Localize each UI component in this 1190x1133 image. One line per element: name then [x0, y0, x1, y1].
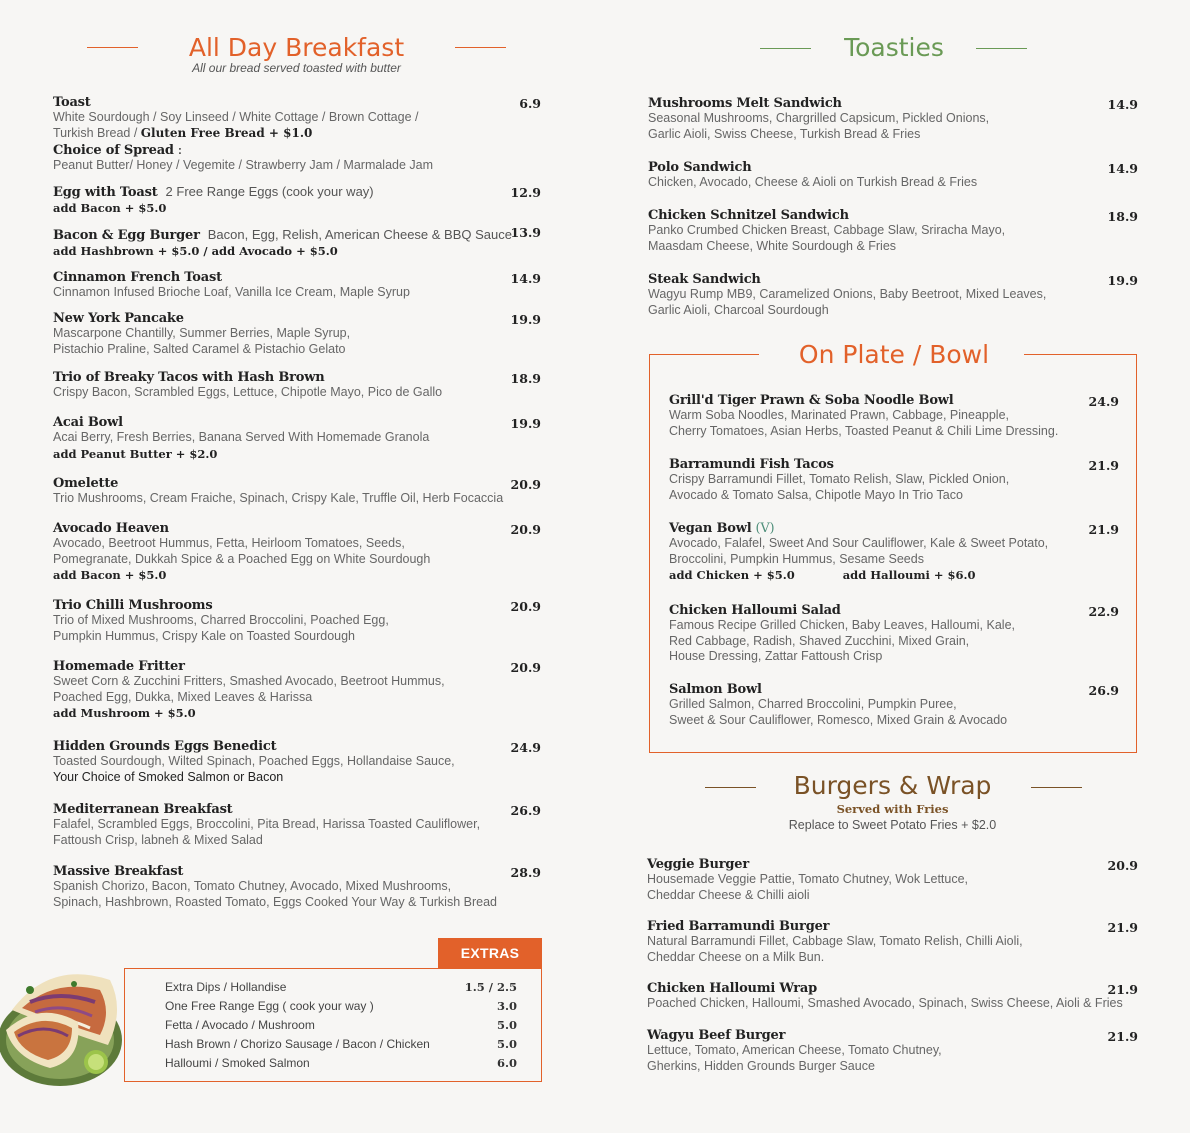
item-addon: [53, 705, 445, 721]
addon-option: add Mushroom + $5.0: [53, 706, 196, 720]
item-name-text: Chicken Schnitzel Sandwich: [648, 208, 849, 223]
item-name-text: Vegan Bowl: [669, 521, 752, 536]
spread-label: Choice of Spread: [53, 143, 174, 158]
extras-row: [165, 1056, 517, 1070]
menu-item: [647, 919, 1023, 965]
item-name-text: Trio Chilli Mushrooms: [53, 598, 213, 613]
menu-item: [669, 457, 1009, 503]
item-name: [53, 270, 410, 285]
item-desc-line: White Sourdough / Soy Linseed / White Cottage / Brown Cottage /: [53, 110, 419, 124]
item-desc-line: Your Choice of Smoked Salmon or Bacon: [53, 769, 284, 784]
burgers-rule-left: [705, 787, 756, 788]
breakfast-rule-right: [455, 47, 506, 48]
item-name-text: Homemade Fritter: [53, 659, 185, 674]
item-name: [648, 272, 1046, 287]
item-name-text: Fried Barramundi Burger: [647, 919, 830, 934]
item-name-text: Grill'd Tiger Prawn & Soba Noodle Bowl: [669, 393, 954, 408]
item-price: 28.9: [510, 865, 541, 880]
item-price: 14.9: [510, 271, 541, 286]
item-price: 18.9: [1107, 209, 1138, 224]
menu-item: [669, 603, 1015, 665]
item-price: 26.9: [510, 803, 541, 818]
item-desc-line: Crispy Barramundi Fillet, Tomato Relish, Slaw, Pickled Onion,: [669, 472, 1010, 486]
item-desc-line: Seasonal Mushrooms, Chargrilled Capsicum, Pickled Onions,: [648, 111, 990, 125]
toasties-rule-left: [760, 48, 811, 49]
extras-row: [165, 1018, 517, 1032]
menu-item: [53, 95, 433, 174]
item-desc-line: Housemade Veggie Pattie, Tomato Chutney, Wok Lettuce,: [647, 872, 969, 886]
item-name-text: Wagyu Beef Burger: [647, 1028, 786, 1043]
menu-item: [53, 415, 429, 462]
item-desc-line: Sweet Corn & Zucchini Fritters, Smashed Avocado, Beetroot Hummus,: [53, 674, 445, 688]
item-desc-line: Cherry Tomatoes, Asian Herbs, Toasted Peanut & Chili Lime Dressing.: [669, 423, 1059, 438]
item-desc-line: Poached Chicken, Halloumi, Smashed Avocado, Spinach, Swiss Cheese, Aioli & Fries: [647, 996, 1123, 1010]
item-name-text: Hidden Grounds Eggs Benedict: [53, 739, 277, 754]
item-desc-line: Pomegranate, Dukkah Spice & a Poached Egg on White Sourdough: [53, 551, 431, 566]
extras-row: [165, 999, 517, 1013]
item-desc-line: Fattoush Crisp, labneh & Mixed Salad: [53, 832, 263, 847]
item-name-text: Toast: [53, 95, 91, 110]
breakfast-subtitle: All our bread served toasted with butter: [192, 61, 401, 75]
toasties-title: Toasties: [844, 33, 944, 62]
item-price: 19.9: [510, 312, 541, 327]
item-name-text: Acai Bowl: [53, 415, 123, 430]
menu-item: [648, 96, 989, 142]
extras-price: 5.0: [496, 1037, 517, 1051]
item-price: 19.9: [1107, 273, 1138, 288]
item-addon: [53, 446, 429, 462]
item-name: [53, 802, 480, 817]
item-addon: [53, 567, 430, 583]
item-price: 20.9: [510, 477, 541, 492]
menu-item: [669, 682, 1007, 728]
item-price: 21.9: [1107, 1029, 1138, 1044]
item-name: [53, 370, 442, 385]
extras-price: 5.0: [496, 1018, 517, 1032]
item-name-text: Massive Breakfast: [53, 864, 184, 879]
item-desc-line: House Dressing, Zattar Fattoush Crisp: [669, 649, 883, 663]
burgers-served: Served with Fries: [836, 802, 949, 816]
item-name: [669, 682, 1007, 697]
item-desc-line: Garlic Aioli, Swiss Cheese, Turkish Bread & Fries: [648, 126, 921, 141]
item-desc-line: Pumpkin Hummus, Crispy Kale on Toasted Sourdough: [53, 628, 356, 643]
item-desc-line: Garlic Aioli, Charcoal Sourdough: [648, 302, 829, 317]
item-name: [647, 919, 1023, 934]
item-price: 21.9: [1107, 982, 1138, 997]
item-desc-line: Maasdam Cheese, White Sourdough & Fries: [648, 238, 897, 253]
burgers-title: Burgers & Wrap: [793, 771, 992, 800]
item-desc-line: Pistachio Praline, Salted Caramel & Pistachio Gelato: [53, 341, 346, 356]
item-name: [53, 521, 430, 536]
gluten-free-option: Gluten Free Bread + $1.0: [140, 125, 313, 140]
item-name: [648, 160, 977, 175]
extras-price: 3.0: [496, 999, 517, 1013]
menu-item: [647, 981, 1123, 1012]
item-desc-line: Famous Recipe Grilled Chicken, Baby Leaves, Halloumi, Kale,: [669, 618, 1015, 632]
item-desc-line: Cheddar Cheese & Chilli aioli: [647, 887, 810, 902]
item-desc-line: Falafel, Scrambled Eggs, Broccolini, Pita Bread, Harissa Toasted Cauliflower,: [53, 817, 481, 831]
item-name: [53, 659, 445, 674]
menu-item: [647, 1028, 942, 1074]
item-name: [53, 598, 389, 613]
item-desc-line: Spinach, Hashbrown, Roasted Tomato, Eggs Cooked Your Way & Turkish Bread: [53, 894, 497, 909]
item-desc-line: Natural Barramundi Fillet, Cabbage Slaw, Tomato Relish, Chilli Aioli,: [647, 934, 1023, 948]
tacos-plate-icon: [0, 950, 132, 1090]
item-name-text: Cinnamon French Toast: [53, 270, 222, 285]
item-price: 14.9: [1107, 161, 1138, 176]
item-price: 18.9: [510, 371, 541, 386]
item-name-text: Trio of Breaky Tacos with Hash Brown: [53, 370, 325, 385]
extras-row: [165, 980, 517, 994]
menu-item: [53, 370, 442, 401]
extras-label: Halloumi / Smoked Salmon: [165, 1056, 310, 1070]
menu-item: [53, 184, 374, 216]
menu-item: [669, 521, 1048, 583]
item-addon: [53, 200, 374, 216]
item-name: [648, 96, 989, 111]
menu-item: [648, 208, 1005, 254]
item-desc-line: Panko Crumbed Chicken Breast, Cabbage Slaw, Sriracha Mayo,: [648, 223, 1006, 237]
plate-title: On Plate / Bowl: [798, 340, 990, 369]
item-desc-line: Broccolini, Pumpkin Hummus, Sesame Seeds: [669, 551, 924, 566]
item-name-text: Avocado Heaven: [53, 521, 169, 536]
item-name-text: Veggie Burger: [647, 857, 749, 872]
item-name-text: Chicken Halloumi Salad: [669, 603, 841, 618]
item-name: [669, 521, 1048, 536]
menu-item: [53, 521, 430, 583]
item-desc-line: Grilled Salmon, Charred Broccolini, Pumpkin Puree,: [669, 697, 957, 711]
item-name-text: Egg with Toast: [53, 185, 158, 200]
item-price: 20.9: [510, 599, 541, 614]
spread-heading: [53, 143, 433, 158]
item-desc-line: Poached Egg, Dukka, Mixed Leaves & Harissa: [53, 689, 313, 704]
burgers-replace: Replace to Sweet Potato Fries + $2.0: [788, 818, 997, 832]
addon-option: add Hashbrown + $5.0 / add Avocado + $5.0: [53, 244, 338, 258]
item-desc-line: Mascarpone Chantilly, Summer Berries, Maple Syrup,: [53, 326, 351, 340]
menu-item: [53, 270, 410, 301]
item-name-text: Bacon & Egg Burger: [53, 228, 200, 243]
extras-label: One Free Range Egg ( cook your way ): [165, 999, 374, 1013]
item-price: 6.9: [519, 96, 541, 111]
item-name-text: Polo Sandwich: [648, 160, 752, 175]
item-name: [53, 184, 374, 200]
item-name: [53, 95, 433, 110]
item-name: [647, 981, 1123, 996]
extras-row: [165, 1037, 517, 1051]
item-desc-line: Spanish Chorizo, Bacon, Tomato Chutney, Avocado, Mixed Mushrooms,: [53, 879, 452, 893]
item-price: 24.9: [1088, 394, 1119, 409]
item-desc-line: Cheddar Cheese on a Milk Bun.: [647, 949, 825, 964]
addon-option: add Bacon + $5.0: [53, 201, 167, 215]
spread-colon: :: [173, 143, 182, 158]
extras-label: Fetta / Avocado / Mushroom: [165, 1018, 315, 1032]
menu-item: [53, 311, 350, 357]
menu-item: [669, 393, 1058, 439]
item-name: [53, 311, 350, 326]
addon-option: add Chicken + $5.0: [669, 568, 795, 582]
item-price: 21.9: [1088, 522, 1119, 537]
addon-option: add Peanut Butter + $2.0: [53, 446, 218, 461]
breakfast-rule-left: [87, 47, 138, 48]
menu-item: [53, 659, 445, 721]
menu-item: [648, 272, 1046, 318]
menu-item: [648, 160, 977, 191]
item-price: 20.9: [510, 660, 541, 675]
item-desc-line: Trio of Mixed Mushrooms, Charred Broccolini, Poached Egg,: [53, 613, 389, 627]
item-name-text: Steak Sandwich: [648, 272, 761, 287]
breakfast-title: All Day Breakfast: [188, 33, 405, 62]
extras-price: 1.5 / 2.5: [464, 980, 517, 994]
item-desc-line: Cinnamon Infused Brioche Loaf, Vanilla Ice Cream, Maple Syrup: [53, 285, 410, 299]
plate-rule-left: [649, 354, 759, 355]
item-desc-line: Gherkins, Hidden Grounds Burger Sauce: [647, 1058, 875, 1073]
item-name-text: Mushrooms Melt Sandwich: [648, 96, 842, 111]
item-name: [53, 227, 512, 243]
menu-item: [53, 476, 503, 507]
item-name: [53, 864, 497, 879]
item-name: [53, 476, 503, 491]
item-price: 14.9: [1107, 97, 1138, 112]
item-name: [53, 739, 455, 754]
item-name-text: Barramundi Fish Tacos: [669, 457, 834, 472]
item-price: 20.9: [510, 522, 541, 537]
menu-item: [53, 598, 389, 644]
plate-rule-right: [1024, 354, 1137, 355]
menu-item: [53, 227, 512, 259]
item-desc-line: Toasted Sourdough, Wilted Spinach, Poached Eggs, Hollandaise Sauce,: [53, 754, 455, 768]
item-name: [669, 603, 1015, 618]
spread-options: Peanut Butter/ Honey / Vegemite / Strawberry Jam / Marmalade Jam: [53, 158, 434, 172]
vegan-mark: (V): [755, 521, 775, 536]
item-price: 19.9: [510, 416, 541, 431]
item-name-text: Salmon Bowl: [669, 682, 762, 697]
item-name: [647, 857, 968, 872]
item-addon: [669, 567, 1048, 583]
item-price: 24.9: [510, 740, 541, 755]
item-name-text: Chicken Halloumi Wrap: [647, 981, 818, 996]
item-price: 13.9: [510, 225, 541, 240]
item-desc-line: Warm Soba Noodles, Marinated Prawn, Cabbage, Pineapple,: [669, 408, 1010, 422]
item-desc-text: Turkish Bread /: [53, 125, 141, 140]
item-name: [669, 457, 1009, 472]
extras-label: Extra Dips / Hollandise: [165, 980, 287, 994]
extras-price: 6.0: [496, 1056, 517, 1070]
item-desc-line: Wagyu Rump MB9, Caramelized Onions, Baby Beetroot, Mixed Leaves,: [648, 287, 1047, 301]
item-price: 21.9: [1088, 458, 1119, 473]
addon-option: add Bacon + $5.0: [53, 568, 167, 582]
addon-option: add Halloumi + $6.0: [842, 568, 976, 582]
item-desc-line: Sweet & Sour Cauliflower, Romesco, Mixed Grain & Avocado: [669, 712, 1008, 727]
item-desc-line: Avocado, Beetroot Hummus, Fetta, Heirloom Tomatoes, Seeds,: [53, 536, 405, 550]
menu-item: [53, 802, 480, 848]
item-name: [648, 208, 1005, 223]
item-name: [669, 393, 1058, 408]
item-price: 12.9: [510, 185, 541, 200]
item-name: [53, 415, 429, 430]
item-inline-desc: Bacon, Egg, Relish, American Cheese & BBQ Sauce: [207, 227, 512, 242]
item-price: 22.9: [1088, 604, 1119, 619]
item-desc-line: Acai Berry, Fresh Berries, Banana Served With Homemade Granola: [53, 430, 430, 444]
toasties-rule-right: [976, 48, 1027, 49]
item-desc-line: Crispy Bacon, Scrambled Eggs, Lettuce, Chipotle Mayo, Pico de Gallo: [53, 385, 443, 399]
item-desc-line: Chicken, Avocado, Cheese & Aioli on Turkish Bread & Fries: [648, 175, 978, 189]
item-desc-line: Trio Mushrooms, Cream Fraiche, Spinach, Crispy Kale, Truffle Oil, Herb Focaccia: [53, 491, 504, 505]
burgers-rule-right: [1031, 787, 1082, 788]
item-price: 26.9: [1088, 683, 1119, 698]
item-addon: [53, 243, 512, 259]
item-inline-desc: 2 Free Range Eggs (cook your way): [165, 184, 374, 199]
item-name-text: Mediterranean Breakfast: [53, 802, 233, 817]
item-desc-line: Lettuce, Tomato, American Cheese, Tomato Chutney,: [647, 1043, 942, 1057]
extras-title: EXTRAS: [438, 938, 542, 969]
item-desc-line: [53, 126, 433, 142]
item-desc-line: Avocado, Falafel, Sweet And Sour Cauliflower, Kale & Sweet Potato,: [669, 536, 1049, 550]
item-name-text: Omelette: [53, 476, 119, 491]
item-price: 20.9: [1107, 858, 1138, 873]
menu-item: [53, 739, 455, 785]
item-price: 21.9: [1107, 920, 1138, 935]
menu-item: [53, 864, 497, 910]
item-name-text: New York Pancake: [53, 311, 184, 326]
item-desc-line: Red Cabbage, Radish, Shaved Zucchini, Mixed Grain,: [669, 633, 970, 648]
item-desc-line: Avocado & Tomato Salsa, Chipotle Mayo In Trio Taco: [669, 487, 963, 502]
menu-item: [647, 857, 968, 903]
extras-label: Hash Brown / Chorizo Sausage / Bacon / Chicken: [165, 1037, 430, 1051]
item-name: [647, 1028, 942, 1043]
